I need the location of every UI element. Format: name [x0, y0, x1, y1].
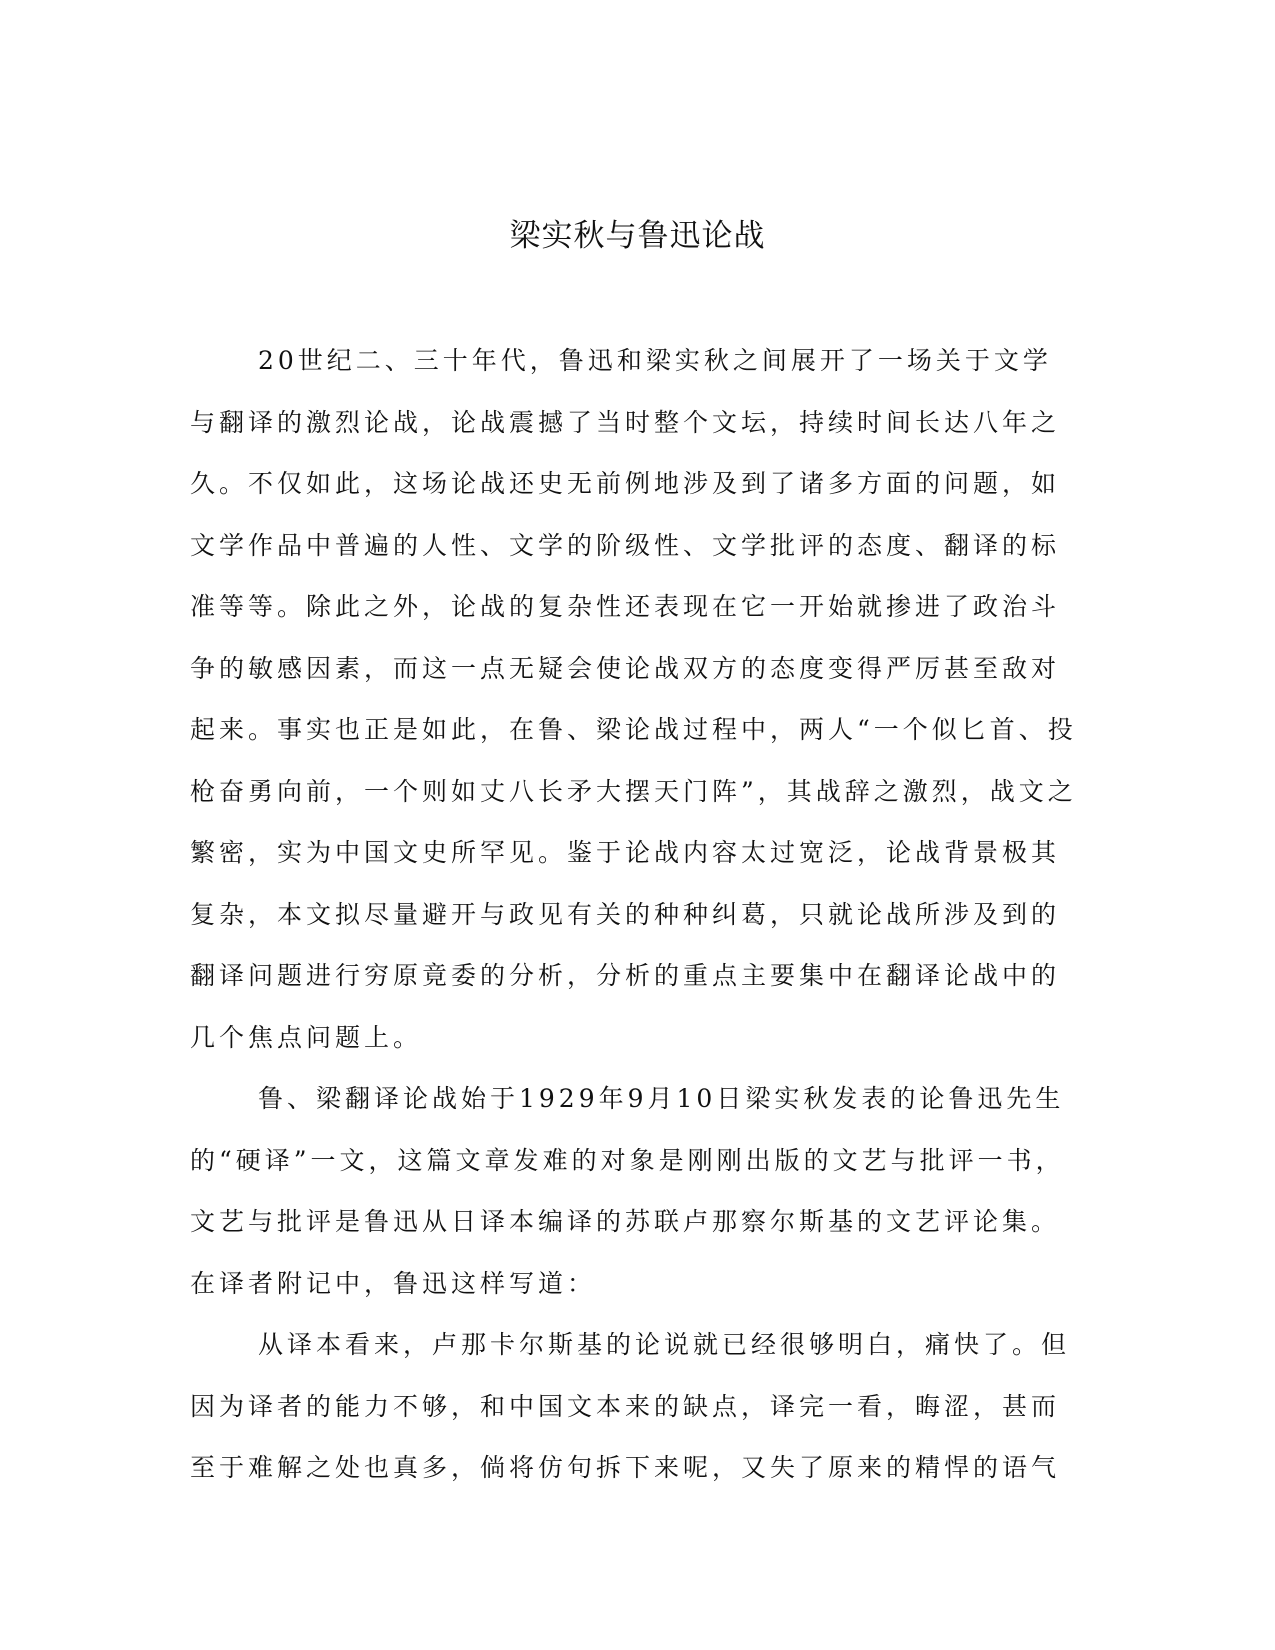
paragraph: 20世纪二、三十年代，鲁迅和梁实秋之间展开了一场关于文学与翻译的激烈论战，论战震撼了当时整个文坛，持续时间长达八年之久。不仅如此，这场论战还史无前例地涉及到了诸多方面的问题，如文学作品中普遍的人性、文学的阶级性、文学批评的态度、翻译的标准等等。除此之外，论战的复杂性还表现在它一开始就掺进了政治斗争的敏感因素，而这一点无疑会使论战双方的态度变得严厉甚至敌对起来。事实也正是如此，在鲁、梁论战过程中，两人“一个似匕首、投枪奋勇向前，一个则如丈八长矛大摆天门阵”，其战辞之激烈，战文之繁密，实为中国文史所罕见。鉴于论战内容太过宽泛，论战背景极其复杂，本文拟尽量避开与政见有关的种种纠葛，只就论战所涉及到的翻译问题进行穷原竟委的分析，分析的重点主要集中在翻译论战中的几个焦点问题上。: [190, 346, 1077, 1052]
paragraph: 鲁、梁翻译论战始于1929年9月10日梁实秋发表的论鲁迅先生的“硬译”一文，这篇文章发难的对象是刚刚出版的文艺与批评一书，文艺与批评是鲁迅从日译本编译的苏联卢那察尔斯基的文艺评论集。在译者附记中，鲁迅这样写道：: [190, 1084, 1065, 1298]
page-title: 梁实秋与鲁迅论战: [509, 218, 766, 254]
paragraph-quote: 从译本看来，卢那卡尔斯基的论说就已经很够明白，痛快了。但因为译者的能力不够，和中国文本来的缺点，译完一看，晦涩，甚而至于难解之处也真多，倘将仿句拆下来呢，又失了原来的精悍的语气: [190, 1330, 1071, 1482]
document-body: [190, 330, 1080, 1499]
